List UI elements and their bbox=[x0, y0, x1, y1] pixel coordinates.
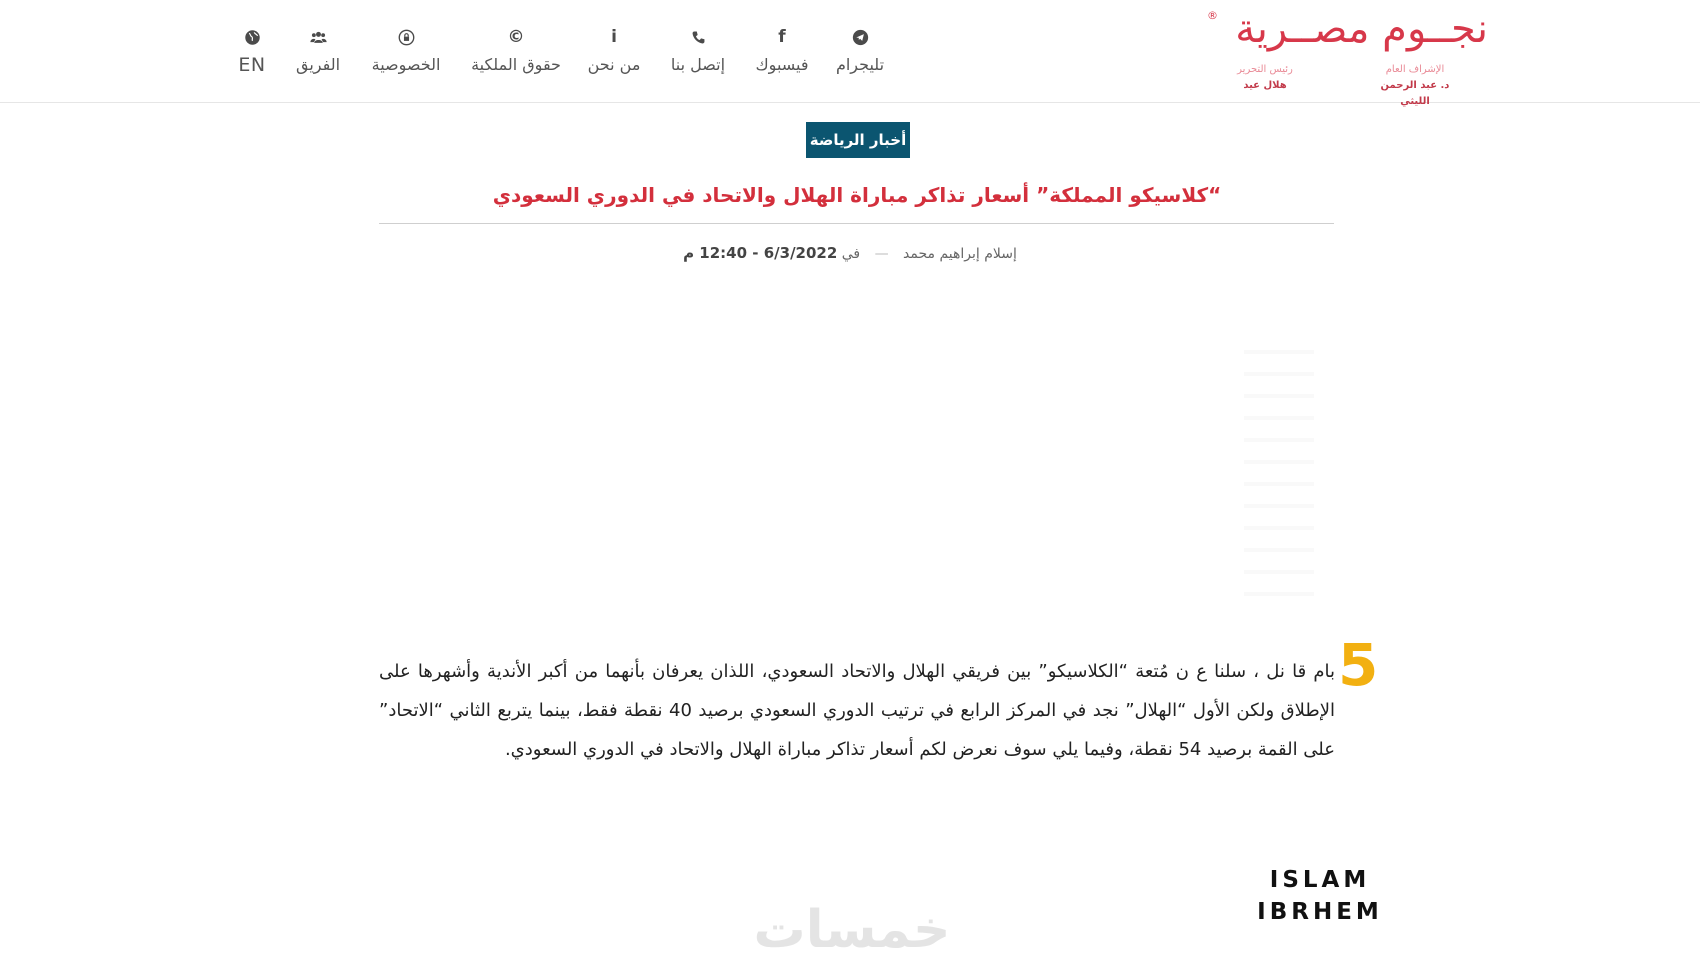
registered-mark: ® bbox=[1207, 9, 1218, 22]
nav-privacy[interactable]: الخصوصية bbox=[351, 26, 461, 76]
nav-telegram[interactable]: تليجرام bbox=[805, 26, 915, 76]
general-supervisor-credit: الإشراف العام د. عبد الرحمن الليثي bbox=[1380, 64, 1450, 107]
category-badge[interactable]: أخبار الرياضة bbox=[806, 122, 910, 158]
article-body: بام قا نل ، سلنا ع ن مُتعة “الكلاسيكو” بين فريقي الهلال والاتحاد السعودي، اللذان يعرفان بأنهما من أكبر الأندية وأشهرها على الإطلاق ولكن الأول “الهلال” نجد في المركز الرابع في ترتيب الدوري السعودي برصيد 40 نقطة فقط، بينما يتربع الثاني “الاتحاد” على القمة برصيد 54 نقطة، وفيما يلي سوف نعرض لكم أسعار تذاكر مباراة الهلال والاتحاد في الدوري السعودي. bbox=[379, 661, 1335, 760]
nav-facebook[interactable]: f فيسبوك bbox=[727, 26, 837, 76]
article-title: “كلاسيكو المملكة” أسعار تذاكر مباراة الهلال والاتحاد في الدوري السعودي bbox=[492, 183, 1222, 207]
author-name[interactable]: إسلام إبراهيم محمد bbox=[903, 246, 1017, 262]
globe-icon bbox=[197, 26, 307, 48]
nav-copyright[interactable]: © حقوق الملكية bbox=[461, 26, 571, 76]
publish-date: 6/3/2022 - 12:40 م bbox=[683, 244, 838, 262]
nav-contact[interactable]: إتصل بنا bbox=[643, 26, 753, 76]
facebook-icon: f bbox=[778, 27, 786, 47]
info-icon: i bbox=[611, 27, 617, 47]
date-prefix: في bbox=[841, 246, 861, 262]
watermark-strip bbox=[1244, 350, 1314, 610]
article-byline bbox=[560, 244, 1140, 262]
site-header bbox=[0, 0, 1700, 107]
copyright-icon: © bbox=[507, 27, 525, 47]
site-watermark: خمسات bbox=[753, 900, 951, 960]
author-watermark: ISLAM IBRHEM bbox=[1257, 867, 1383, 925]
nav-about[interactable]: i من نحن bbox=[559, 26, 669, 76]
title-divider bbox=[379, 223, 1334, 224]
editor-credit: رئيس التحرير هلال عيد bbox=[1237, 64, 1293, 91]
logo-wordmark: نجــوم مصــرية bbox=[1235, 6, 1488, 52]
nav-team[interactable]: الفريق bbox=[263, 26, 373, 76]
nav-english[interactable]: EN bbox=[197, 26, 307, 76]
brand-five-logo: 5 bbox=[1338, 631, 1379, 699]
byline-separator: — bbox=[874, 246, 889, 262]
site-logo[interactable] bbox=[1196, 4, 1496, 107]
